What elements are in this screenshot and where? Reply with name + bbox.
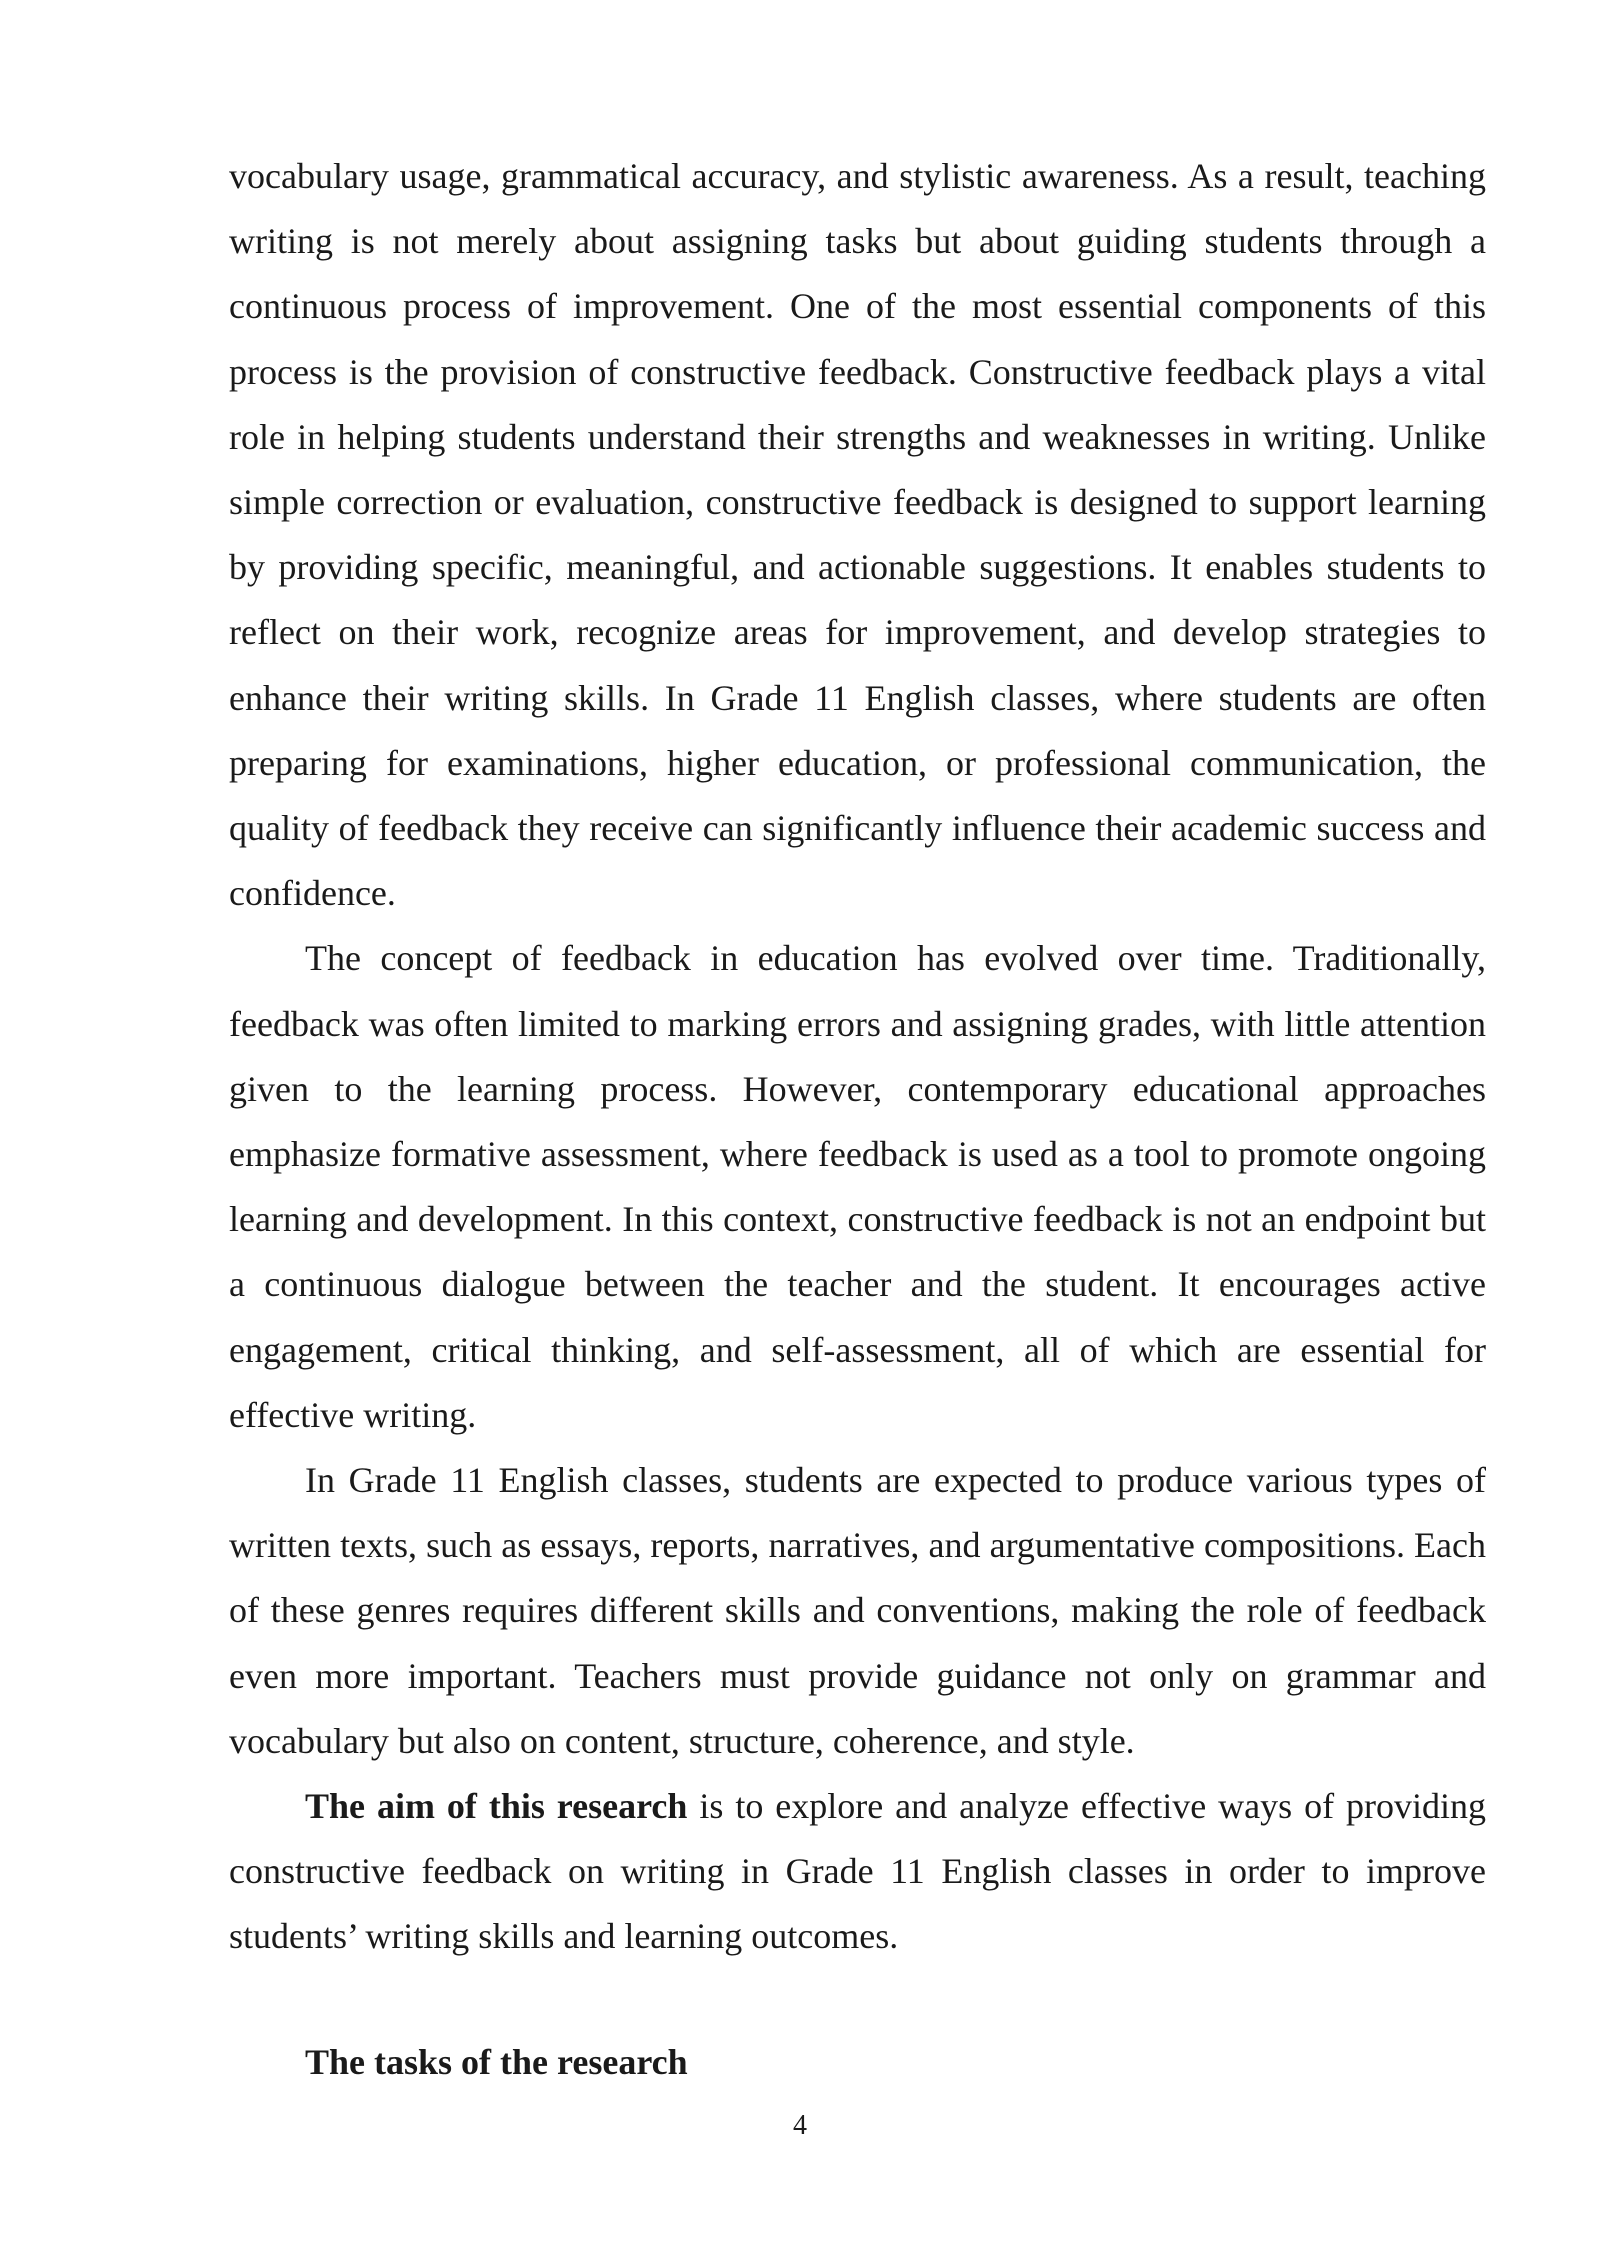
paragraph-2: The concept of feedback in education has evolved over time. Traditionally, feedback was often limited to marking errors and assigning grades, with little attention given to the learning process. However, contemporary educational approaches emphasize formative assessment, where feedback is used as a tool to promote ongoing learning and development. In this context, constructive feedback is not an endpoint but a continuous dialogue between the teacher and the student. It encourages active engagement, critical thinking, and self-assessment, all of which are essential for effective writing. [229,938,1486,1435]
section-heading: The tasks of the research [305,2042,688,2082]
paragraph-3: In Grade 11 English classes, students are expected to produce various types of written texts, such as essays, reports, narratives, and argumentative compositions. Each of these genres requires different skills and conventions, making the role of feedback even more important. Teachers must provide guidance not only on grammar and vocabulary but also on content, structure, coherence, and style. [229,1460,1486,1761]
page-number: 4 [793,2110,807,2141]
aim-text: is to explore and analyze effective ways of providing constructive feedback on writing in Grade 11 English classes in order to improve students’ writing skills and learning outcomes. [229,1786,1486,1957]
paragraph-1: vocabulary usage, grammatical accuracy, and stylistic awareness. As a result, teaching writing is not merely about assigning tasks but about guiding students through a continuous process of improvement. One of the most essential components of this process is the provision of constructive feedback. Constructive feedback plays a vital role in helping students understand their strengths and weaknesses in writing. Unlike simple correction or evaluation, constructive feedback is designed to support learning by providing specific, meaningful, and actionable suggestions. It enables students to reflect on their work, recognize areas for improvement, and develop strategies to enhance their writing skills. In Grade 11 English classes, where students are often preparing for examinations, higher education, or professional communication, the quality of feedback they receive can significantly influence their academic success and confidence. [229,156,1486,914]
paragraph-aim [229,1774,1486,1970]
body-text [229,144,1486,1970]
aim-lead-bold: The aim of this research [305,1786,688,1827]
